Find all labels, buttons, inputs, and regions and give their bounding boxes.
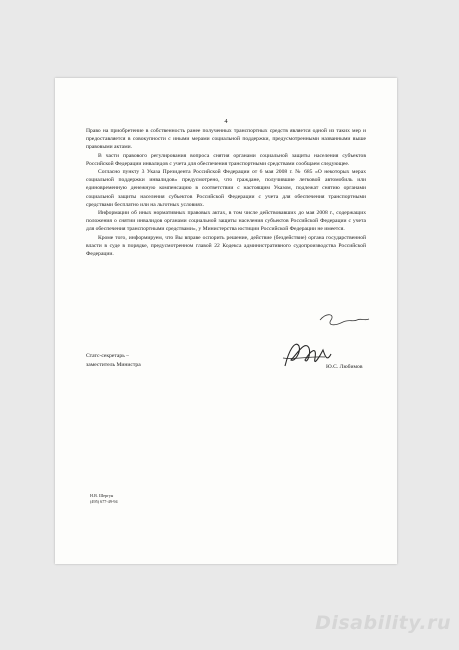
paragraph: В части правового регулирования вопроса снятия органами социальной защиты населения субъектов Российской Федерации инвалидов с учета для обеспечения транспортными средствами сообщаем следующее.	[86, 152, 366, 167]
page-number: 4	[224, 118, 228, 125]
paragraph: Право на приобретение в собственность ранее полученных транспортных средств является одной из таких мер и предоставляется в совокупности с иными мерами социальной поддержки, предусмотренными названными выше правовыми актами.	[86, 128, 366, 151]
signatory-title-line: Статс-секретарь –	[86, 353, 129, 359]
signatory-name: Ю.С. Любимов	[326, 364, 363, 370]
executor-info	[90, 493, 118, 505]
executor-phone: (495) 677-49-94	[90, 499, 118, 504]
site-watermark: Disability.ru	[315, 612, 451, 634]
paragraph: Информации об иных нормативных правовых актах, в том числе действовавших до мая 2008 г., содержащих положения о снятии инвалидов органами социальной защиты населения субъектов Российской Федерации с учета для обеспечения транспортными средствами», у Министерства юстиции Российской Федерации не имеется.	[86, 210, 366, 233]
handwritten-signature	[265, 310, 385, 380]
signatory-title	[86, 352, 141, 370]
paragraph: Согласно пункту 3 Указа Президента Российской Федерации от 6 мая 2008 г. № 685 «О некоторых мерах социальной поддержки инвалидов» предусмотрено, что граждане, получившие легковой автомобиль или единовременную денежную компенсацию в соответствии с настоящим Указом, подлежат снятию органами социальной защиты населения субъектов Российской Федерации с учета для обеспечения транспортными средствами бесплатно или на льготных условиях.	[86, 169, 366, 208]
executor-name: Н.В. Шергун	[90, 493, 114, 498]
document-page	[55, 78, 397, 564]
letter-body	[86, 127, 366, 258]
signatory-title-line: заместитель Министра	[86, 362, 141, 368]
paragraph: Кроме того, информируем, что Вы вправе оспорить решение, действие (бездействие) органа государственной власти в суде в порядке, предусмотренном главой 22 Кодекса административного судопроизводства Российской Федерации.	[86, 234, 366, 258]
